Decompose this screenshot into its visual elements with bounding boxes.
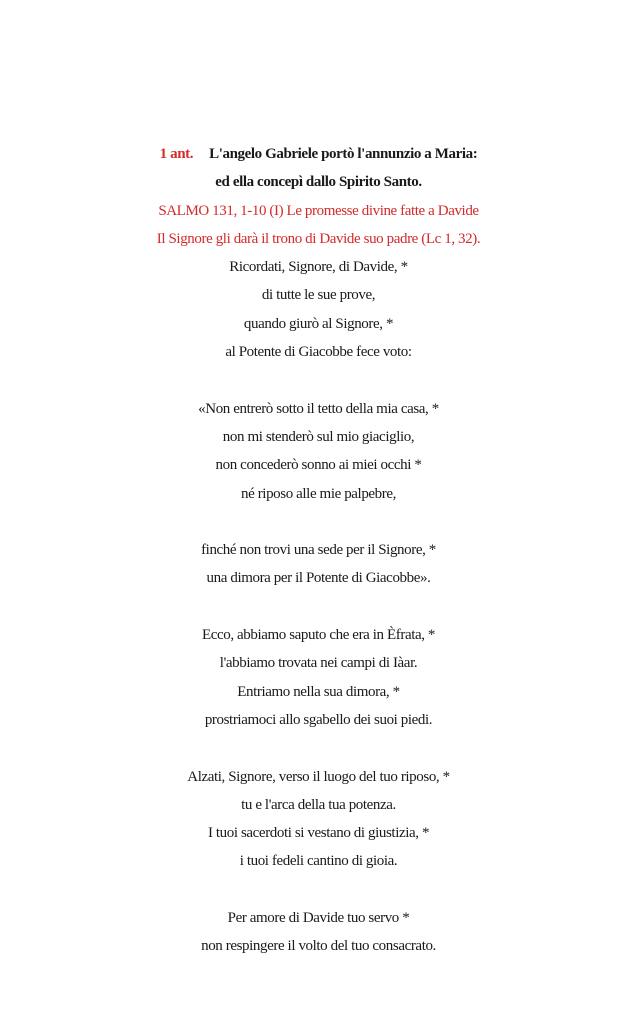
verse-line: l'abbiamo trovata nei campi di Iàar. — [219, 655, 418, 672]
verse-line: tu e l'arca della tua potenza. — [241, 796, 396, 813]
verse-line: una dimora per il Potente di Giacobbe». — [206, 570, 431, 587]
stanza-break — [0, 734, 637, 762]
psalm-verses — [0, 253, 637, 960]
psalm-subtitle: Il Signore gli darà il trono di Davide suo padre (Lc 1, 32). — [156, 230, 481, 247]
verse-line: non concederò sonno ai miei occhi * — [215, 457, 422, 474]
verse-line: I tuoi sacerdoti si vestano di giustizia, * — [207, 825, 430, 842]
verse-line: i tuoi fedeli cantino di gioia. — [239, 853, 398, 870]
stanza-break — [0, 876, 637, 904]
verse-line: Per amore di Davide tuo servo * — [227, 910, 410, 927]
verse-line: di tutte le sue prove, — [261, 287, 376, 304]
stanza-break — [0, 593, 637, 621]
document-page — [0, 140, 637, 961]
verse-line: «Non entrerò sotto il tetto della mia casa, * — [198, 400, 439, 417]
psalm-title: SALMO 131, 1-10 (I) Le promesse divine fatte a Davide — [158, 202, 479, 219]
verse-line: Alzati, Signore, verso il luogo del tuo riposo, * — [187, 768, 450, 785]
verse-line: finché non trovi una sede per il Signore, * — [201, 542, 436, 559]
verse-line: Ecco, abbiamo saputo che era in Èfrata, * — [201, 627, 436, 644]
verse-line: quando giurò al Signore, * — [243, 315, 394, 332]
verse-line: né riposo alle mie palpebre, — [241, 485, 396, 502]
antiphon-label: 1 ant. — [159, 146, 194, 162]
verse-line: non mi stenderò sul mio giaciglio, — [222, 428, 415, 445]
stanza-break — [0, 508, 637, 536]
antiphon-line-1 — [0, 140, 637, 168]
stanza-break — [0, 366, 637, 394]
verse-line: Entriamo nella sua dimora, * — [237, 683, 400, 700]
antiphon-line-2: ed ella concepì dallo Spirito Santo. — [215, 174, 422, 191]
verse-line: non respingere il volto del tuo consacrato. — [201, 938, 436, 955]
verse-line: prostriamoci allo sgabello dei suoi piedi. — [204, 711, 433, 728]
verse-line: al Potente di Giacobbe fece voto: — [225, 344, 412, 361]
verse-line: Ricordati, Signore, di Davide, * — [229, 259, 408, 276]
antiphon-text-1: L'angelo Gabriele portò l'annunzio a Maria: — [209, 146, 478, 162]
